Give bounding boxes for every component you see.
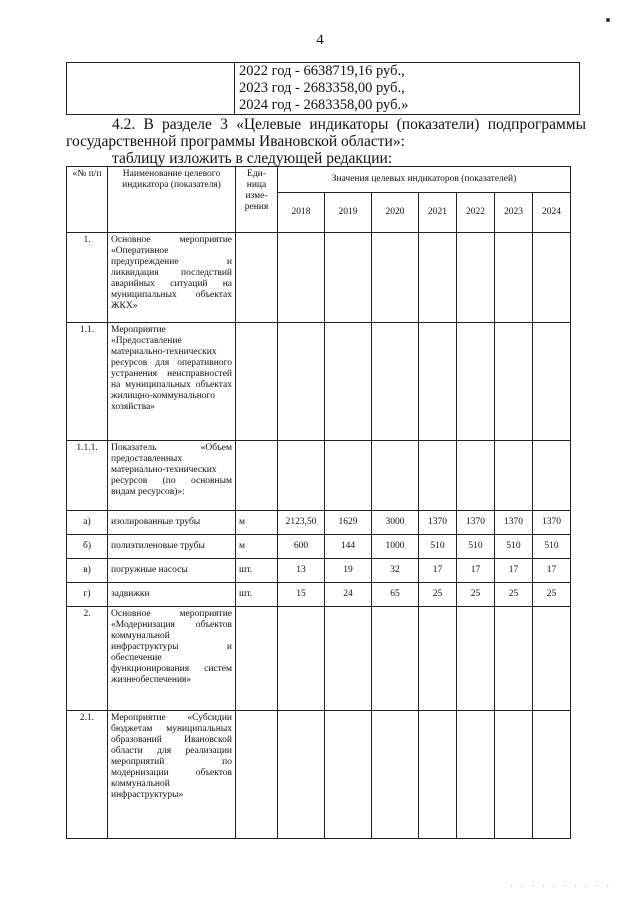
row-unit	[236, 233, 278, 323]
row-unit: шт.	[236, 583, 278, 607]
header-year: 2018	[278, 193, 325, 233]
row-value	[325, 233, 372, 323]
row-value	[372, 233, 419, 323]
header-unit: Еди-ница изме-рения	[236, 167, 278, 233]
row-value	[457, 607, 495, 711]
row-value: 510	[495, 535, 533, 559]
row-unit: м	[236, 511, 278, 535]
row-value: 1000	[372, 535, 419, 559]
scan-artifact-dots: · · · · · · · · · ·	[510, 882, 612, 891]
funding-amounts-cell	[235, 63, 580, 115]
row-value	[533, 607, 571, 711]
row-name: Показатель «Объем предоставленных материально-технических ресурсов (по основным видам ресурсов)»:	[108, 441, 236, 511]
table-row	[67, 323, 571, 441]
row-value	[495, 607, 533, 711]
row-name: Основное мероприятие «Модернизация объектов коммунальной инфраструктуры и обеспечение функционирования систем жизнеобеспечения»	[108, 607, 236, 711]
row-num: в)	[67, 559, 108, 583]
row-unit: шт.	[236, 559, 278, 583]
row-value: 1370	[419, 511, 457, 535]
row-num: 2.	[67, 607, 108, 711]
row-value: 17	[457, 559, 495, 583]
row-value	[495, 441, 533, 511]
row-name: Основное мероприятие «Оперативное предупреждение и ликвидация последствий аварийных ситуаций на муниципальных объектах ЖКХ»	[108, 233, 236, 323]
row-value: 65	[372, 583, 419, 607]
row-value	[278, 323, 325, 441]
row-value	[372, 441, 419, 511]
table-row	[67, 535, 571, 559]
row-value: 2123,50	[278, 511, 325, 535]
row-unit: м	[236, 535, 278, 559]
header-year: 2021	[419, 193, 457, 233]
corner-mark	[606, 18, 610, 22]
row-unit	[236, 441, 278, 511]
table-row	[67, 583, 571, 607]
row-value	[457, 711, 495, 839]
row-name: Мероприятие «Предоставление материально-технических ресурсов для оперативного устранения неисправностей на муниципальных объектах жилищно-коммунального хозяйства»	[108, 323, 236, 441]
row-unit	[236, 323, 278, 441]
row-value: 24	[325, 583, 372, 607]
row-value	[533, 323, 571, 441]
row-value: 510	[457, 535, 495, 559]
row-num: а)	[67, 511, 108, 535]
row-num: 1.1.1.	[67, 441, 108, 511]
row-value: 600	[278, 535, 325, 559]
row-num: г)	[67, 583, 108, 607]
row-value	[325, 711, 372, 839]
row-value	[457, 233, 495, 323]
funding-table-continuation	[66, 62, 580, 115]
table-row	[67, 559, 571, 583]
table-row	[67, 711, 571, 839]
table-row	[67, 233, 571, 323]
row-value	[372, 711, 419, 839]
table-row	[67, 511, 571, 535]
header-num: «№ п/п	[67, 167, 108, 233]
row-value: 25	[495, 583, 533, 607]
row-value	[495, 711, 533, 839]
row-value: 144	[325, 535, 372, 559]
page-number: 4	[316, 32, 324, 48]
table-row	[67, 441, 571, 511]
row-value	[325, 441, 372, 511]
row-value	[325, 323, 372, 441]
row-value	[419, 233, 457, 323]
row-value: 25	[457, 583, 495, 607]
row-name: погружные насосы	[108, 559, 236, 583]
paragraph-line-2: государственной программы Ивановской области»:	[66, 133, 405, 150]
row-value: 19	[325, 559, 372, 583]
header-name: Наименование целевого индикатора (показателя)	[108, 167, 236, 233]
funding-line: 2024 год - 2683358,00 руб.»	[239, 97, 409, 113]
indicators-table	[66, 166, 571, 839]
row-value: 1370	[457, 511, 495, 535]
row-value: 510	[419, 535, 457, 559]
row-name: полиэтиленовые трубы	[108, 535, 236, 559]
funding-blank-cell	[67, 63, 235, 115]
row-value	[278, 607, 325, 711]
header-values-group: Значения целевых индикаторов (показателей)	[278, 167, 571, 193]
row-value	[533, 711, 571, 839]
row-value: 17	[533, 559, 571, 583]
row-value	[495, 323, 533, 441]
row-value	[325, 607, 372, 711]
row-num: 1.1.	[67, 323, 108, 441]
row-value	[419, 607, 457, 711]
row-value	[419, 711, 457, 839]
table-row	[67, 607, 571, 711]
row-value: 17	[495, 559, 533, 583]
row-value: 3000	[372, 511, 419, 535]
row-value: 15	[278, 583, 325, 607]
row-unit	[236, 607, 278, 711]
row-value: 510	[533, 535, 571, 559]
row-unit	[236, 711, 278, 839]
row-value: 1370	[495, 511, 533, 535]
row-value	[419, 441, 457, 511]
row-value	[278, 233, 325, 323]
row-value	[278, 441, 325, 511]
row-value	[533, 233, 571, 323]
row-value	[533, 441, 571, 511]
funding-line: 2023 год - 2683358,00 руб.,	[239, 80, 405, 96]
row-name: задвижки	[108, 583, 236, 607]
row-value	[278, 711, 325, 839]
amendment-paragraph	[66, 116, 586, 167]
row-value: 17	[419, 559, 457, 583]
header-year: 2023	[495, 193, 533, 233]
row-value	[419, 323, 457, 441]
row-value: 25	[419, 583, 457, 607]
row-value	[457, 323, 495, 441]
row-value	[372, 323, 419, 441]
row-num: б)	[67, 535, 108, 559]
paragraph-line-1: 4.2. В разделе 3 «Целевые индикаторы (показатели) подпрограммы	[112, 116, 586, 133]
paragraph-line-3: таблицу изложить в следующей редакции:	[112, 150, 393, 167]
row-num: 1.	[67, 233, 108, 323]
row-num: 2.1.	[67, 711, 108, 839]
row-name: изолированные трубы	[108, 511, 236, 535]
header-year: 2019	[325, 193, 372, 233]
row-value: 1629	[325, 511, 372, 535]
header-year: 2022	[457, 193, 495, 233]
header-year: 2024	[533, 193, 571, 233]
row-value: 1370	[533, 511, 571, 535]
row-value	[495, 233, 533, 323]
row-value	[372, 607, 419, 711]
row-name: Мероприятие «Субсидии бюджетам муниципальных образований Ивановской области для реализации мероприятий по модернизации объектов коммунальной инфраструктуры»	[108, 711, 236, 839]
funding-line: 2022 год - 6638719,16 руб.,	[239, 63, 405, 79]
row-value: 25	[533, 583, 571, 607]
row-value	[457, 441, 495, 511]
row-value: 32	[372, 559, 419, 583]
header-year: 2020	[372, 193, 419, 233]
row-value: 13	[278, 559, 325, 583]
